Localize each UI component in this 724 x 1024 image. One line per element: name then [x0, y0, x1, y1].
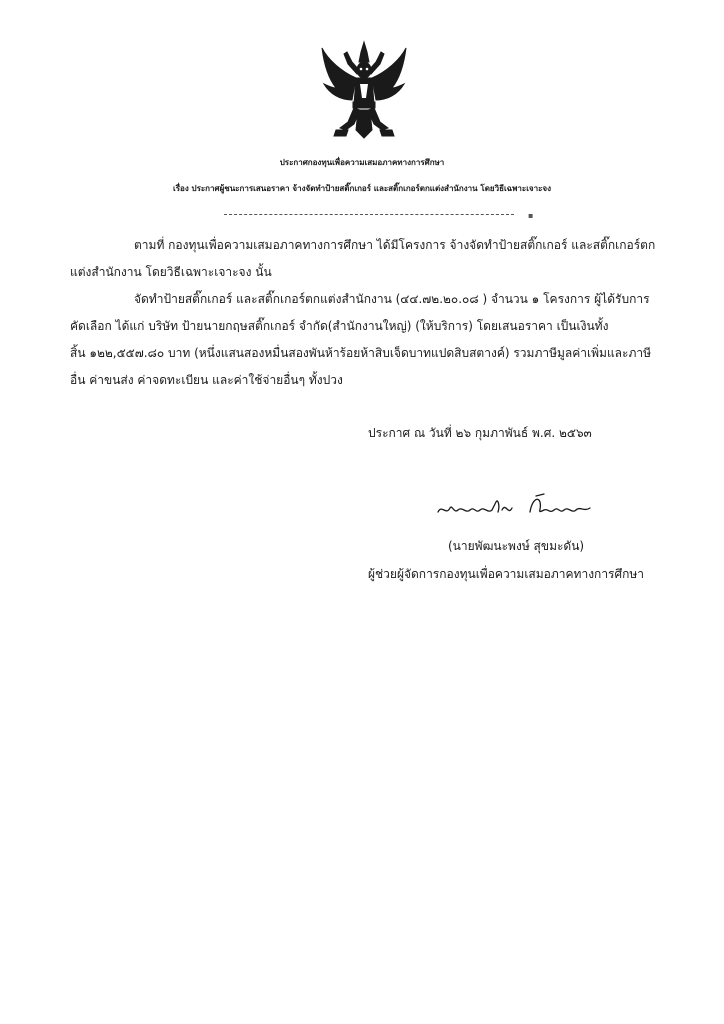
paragraph-2-line-1: จัดทำป้ายสติ๊กเกอร์ และสติ๊กเกอร์ตกแต่งสำนักงาน (๔๔.๗๒.๒๐.๐๘ ) จำนวน ๑ โครงการ ผู้ได้รับการ — [134, 292, 650, 306]
signatory-name: (นายพัฒนะพงษ์ สุขมะดัน) — [448, 539, 585, 553]
paragraph-2-line-4: อื่น ค่าขนส่ง ค่าจดทะเบียน และค่าใช้จ่ายอื่นๆ ทั้งปวง — [70, 373, 343, 387]
handwritten-signature — [432, 486, 602, 522]
announcement-date: ประกาศ ณ วันที่ ๒๖ กุมภาพันธ์ พ.ศ. ๒๕๖๓ — [368, 426, 592, 440]
paragraph-1-line-2: แต่งสำนักงาน โดยวิธีเฉพาะเจาะจง นั้น — [70, 265, 272, 279]
document-title: ประกาศกองทุนเพื่อความเสมอภาคทางการศึกษา — [279, 158, 445, 167]
paragraph-2-line-3: สิ้น ๑๒๒,๕๕๗.๘๐ บาท (หนึ่งแสนสองหมื่นสองพันห้าร้อยห้าสิบเจ็ดบาทแปดสิบสตางค์) รวมภาษีมูลค่าเพิ่มและภาษี — [70, 346, 652, 360]
document-subject: เรื่อง ประกาศผู้ชนะการเสนอราคา จ้างจัดทำป้ายสติ๊กเกอร์ และสติ๊กเกอร์ตกแต่งสำนักงาน โดยวิธีเฉพาะเจาะจง — [172, 184, 551, 193]
paragraph-2-line-2: คัดเลือก ได้แก่ บริษัท ป้ายนายกฤษสติ๊กเกอร์ จำกัด(สำนักงานใหญ่) (ให้บริการ) โดยเสนอราคา เป็นเงินทั้ง — [70, 319, 609, 333]
garuda-emblem-icon — [318, 38, 410, 148]
divider-mark: ▪ — [528, 211, 534, 220]
header-divider — [224, 214, 514, 215]
paragraph-1-line-1: ตามที่ กองทุนเพื่อความเสมอภาคทางการศึกษา ได้มีโครงการ จ้างจัดทำป้ายสติ๊กเกอร์ และสติ๊กเกอร์ตก — [134, 238, 656, 252]
signatory-position: ผู้ช่วยผู้จัดการกองทุนเพื่อความเสมอภาคทางการศึกษา — [368, 567, 645, 581]
